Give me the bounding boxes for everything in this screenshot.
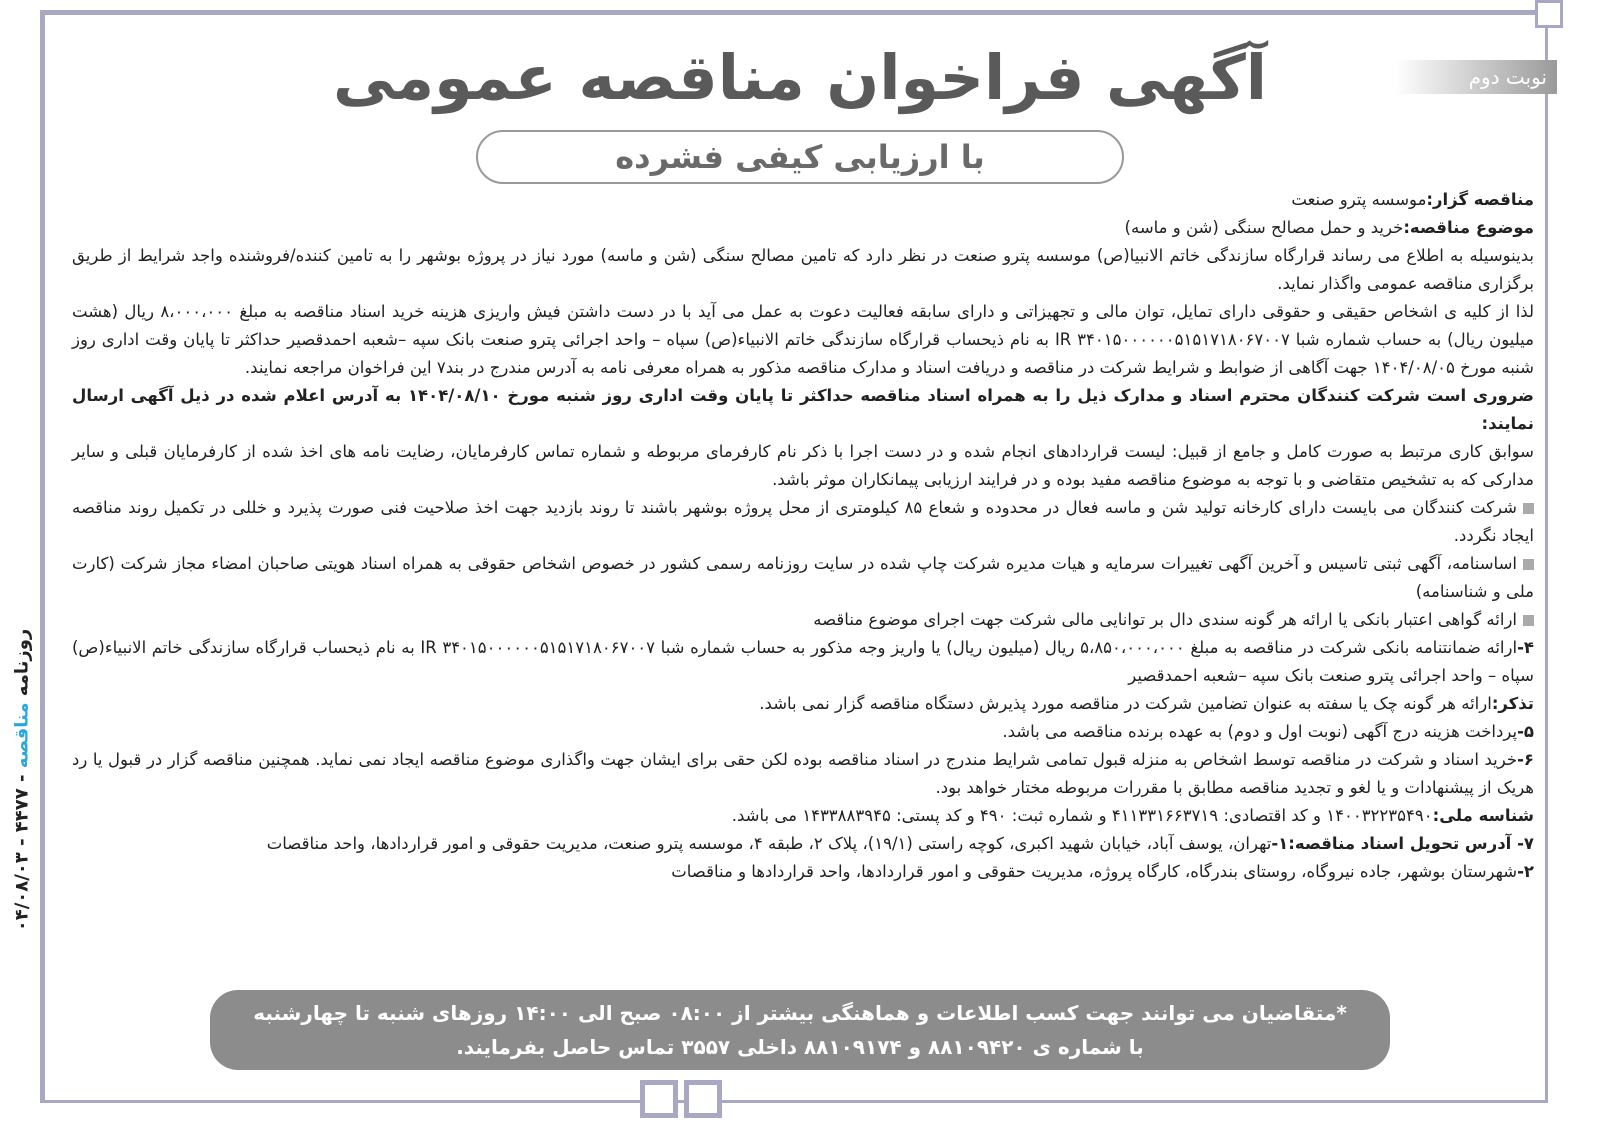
note-text: ارائه هر گونه چک یا سفته به عنوان تضامین شرکت در مناقصه مورد پذیرش دستگاه مناقصه گزار نمی باشد.: [759, 694, 1492, 713]
note-label: تذکر:: [1491, 694, 1534, 713]
bullet-text: شرکت کنندگان می بایست دارای کارخانه تولید شن و ماسه فعال در محدوده و شعاع ۸۵ کیلومتری از محل پروژه بوشهر باشند تا روند بازدید جهت اخذ صلاحیت فنی صورت پذیرد و خللی در تکمیل روند مناقصه ایجاد نگردد.: [72, 498, 1534, 545]
fee-paragraph: [72, 718, 1534, 746]
organizer-line: [72, 186, 1534, 214]
bullet-text: اساسنامه، آگهی ثبتی تاسیس و آخرین آگهی تغییرات سرمایه و هیات مدیره شرکت چاپ شده در سایت روزنامه رسمی کشور در خصوص اشخاص حقوقی به همراه اسناد هویتی صاحبان امضاء مجاز شرکت (کارت ملی و شناسنامه): [72, 554, 1534, 601]
subject: خرید و حمل مصالح سنگی (شن و ماسه): [1124, 218, 1404, 237]
address-1: تهران، یوسف آباد، خیابان شهید اکبری، کوچه راستی (۱۹/۱)، پلاک ۲، طبقه ۴، موسسه پترو صنعت، مدیریت حقوقی و امور قراردادها، واحد مناقصات: [266, 834, 1272, 853]
required-documents-heading: [72, 382, 1534, 438]
bullet-item: [72, 494, 1534, 550]
frame-border-left: [40, 10, 45, 1102]
bullet-square-icon: [1523, 503, 1534, 514]
guarantee-text: ارائه ضمانتنامه بانکی شرکت در مناقصه به مبلغ ۵،۸۵۰،۰۰۰،۰۰۰ ریال (میلیون ریال) یا واریز وجه مذکور به حساب شماره شبا IR ۳۴۰۱۵۰۰۰۰۰۰۵۱۵۱۷۱۸۰۶۷۰۰۷ به نام ذیحساب قرارگاه سازندگی خاتم الانبیاء(ص) سپاه – واحد اجرائی پترو صنعت بانک سپه –شعبه احمدقصیر: [72, 638, 1534, 685]
subject-label: موضوع مناقصه:: [1403, 218, 1534, 237]
organizer-label: مناقصه گزار:: [1426, 190, 1534, 209]
contact-footer: [210, 990, 1390, 1070]
national-id-text: ۱۴۰۰۳۲۲۳۵۴۹۰ و کد اقتصادی: ۴۱۱۳۳۱۶۶۳۷۱۹ و شماره ثبت: ۴۹۰ و کد پستی: ۱۴۳۳۸۸۳۹۴۵ می باشد.: [731, 806, 1433, 825]
note-paragraph: [72, 690, 1534, 718]
bullet-text: ارائه گواهی اعتبار بانکی یا ارائه هر گونه سندی دال بر توانایی مالی شرکت جهت اجرای موضوع مناقصه: [813, 610, 1517, 629]
subject-line: [72, 214, 1534, 242]
bullet-item: [72, 550, 1534, 606]
frame-border-right: [1545, 10, 1548, 1102]
fee-text: پرداخت هزینه درج آگهی (نوبت اول و دوم) به عهده برنده مناقصه می باشد.: [1002, 722, 1518, 741]
national-id-line: [72, 802, 1534, 830]
item-number: ۲-: [1517, 862, 1534, 881]
issue-info: - ۴۴۷۷ - ۰۴/۰۸/۰۳: [11, 774, 33, 932]
ad-title: آگهی فراخوان مناقصه عمومی: [332, 41, 1268, 114]
terms-paragraph: [72, 746, 1534, 802]
address-label: ۷- آدرس تحویل اسناد مناقصه:۱-: [1271, 834, 1534, 853]
bullet-square-icon: [1523, 559, 1534, 570]
item-number: ۵-: [1517, 722, 1534, 741]
guarantee-paragraph: [72, 634, 1534, 690]
newspaper-name: روزنامه: [11, 628, 33, 697]
address-2: شهرستان بوشهر، جاده نیروگاه، روستای بندرگاه، کارگاه پروژه، مدیریت حقوقی و امور قراردادها، واحد قراردادها و مناقصات: [671, 862, 1518, 881]
invitation-paragraph: لذا از کلیه ی اشخاص حقیقی و حقوقی دارای تمایل، توان مالی و تجهیزاتی و دارای سابقه فعالیت دعوت به عمل می آید با در دست داشتن فیش واریزی هزینه خرید اسناد مناقصه به مبلغ ۸،۰۰۰،۰۰۰ ریال (هشت میلیون ریال) به حساب شماره شبا IR ۳۴۰۱۵۰۰۰۰۰۰۵۱۵۱۷۱۸۰۶۷۰۰۷ به نام ذیحساب قرارگاه سازندگی خاتم الانبیاء(ص) سپاه – واحد اجرائی پترو صنعت بانک سپه –شعبه احمدقصیر حداکثر تا پایان وقت اداری روز شنبه مورخ ۱۴۰۴/۰۸/۰۵ جهت آگاهی از ضوابط و شرایط شرکت در مناقصه و دریافت اسناد و مدارک مناقصه مذکور به همراه معرفی نامه به آدرس مندرج در بند۷ این فراخوان مراجعه نمایند.: [72, 302, 1534, 377]
contact-line-2: با شماره ی ۸۸۱۰۹۴۲۰ و ۸۸۱۰۹۱۷۴ داخلی ۳۵۵۷ تماس حاصل بفرمایند.: [456, 1035, 1144, 1059]
ad-body: [72, 186, 1534, 886]
decorative-square: [640, 1080, 678, 1118]
frame-corner-square: [1535, 0, 1563, 28]
required-documents-text: ضروری است شرکت کنندگان محترم اسناد و مدارک ذیل را به همراه اسناد مناقصه حداکثر تا پایان وقت اداری روز شنبه مورخ ۱۴۰۴/۰۸/۱۰ به آدرس اعلام شده در ذیل آگهی ارسال نمایند:: [72, 386, 1534, 433]
national-id-label: شناسه ملی:: [1432, 806, 1534, 825]
organizer: موسسه پترو صنعت: [1291, 190, 1427, 209]
intro-paragraph: بدینوسیله به اطلاع می رساند قرارگاه سازندگی خاتم الانبیا(ص) موسسه پترو صنعت در نظر دارد که تامین مصالح سنگی (شن و ماسه) مورد نیاز در پروژه بوشهر را به تامین کننده/فروشنده واجد شرایط از طریق برگزاری مناقصه عمومی واگذار نماید.: [72, 246, 1534, 293]
contact-line-1: *متقاضیان می توانند جهت کسب اطلاعات و هماهنگی بیشتر از ۰۸:۰۰ صبح الی ۱۴:۰۰ روزهای شنبه تا چهارشنبه: [253, 1001, 1347, 1025]
bullet-square-icon: [1523, 615, 1534, 626]
decorative-square: [684, 1080, 722, 1118]
frame-border-bottom: [40, 1100, 1548, 1103]
newspaper-side-caption: [12, 629, 33, 932]
edition-badge: نوبت دوم: [1395, 60, 1557, 94]
item-number: ۴-: [1517, 638, 1534, 657]
frame-border-top: [40, 10, 1545, 15]
newspaper-brand-logo: مناقصه: [11, 702, 33, 769]
item-number: ۶-: [1517, 750, 1534, 769]
address-2-line: [72, 858, 1534, 886]
bullet-item: [72, 606, 1534, 634]
terms-text: خرید اسناد و شرکت در مناقصه توسط اشخاص به منزله قبول تمامی شرایط مندرج در اسناد مناقصه بوده لکن حقی برای ایشان جهت واگذاری موضوع مناقصه ایجاد نمی نماید. همچنین مناقصه گزار در قبول یا رد هریک از پیشنهادات و یا لغو و تجدید مناقصه مطابق با مقررات مربوطه مختار خواهد بود.: [72, 750, 1534, 797]
experience-paragraph: سوابق کاری مرتبط به صورت کامل و جامع از قبیل: لیست قراردادهای انجام شده و در دست اجرا با ذکر نام کارفرمای مربوطه و شماره تماس کارفرمایان، رضایت نامه های اخذ شده از کارفرمایان قبلی و سایر مدارکی که به تشخیص متقاضی و با توجه به موضوع مناقصه مفید بوده و در فرایند ارزیابی پیمانکاران موثر باشد.: [72, 442, 1534, 489]
address-1-line: [72, 830, 1534, 858]
ad-subtitle: با ارزیابی کیفی فشرده: [476, 130, 1124, 184]
